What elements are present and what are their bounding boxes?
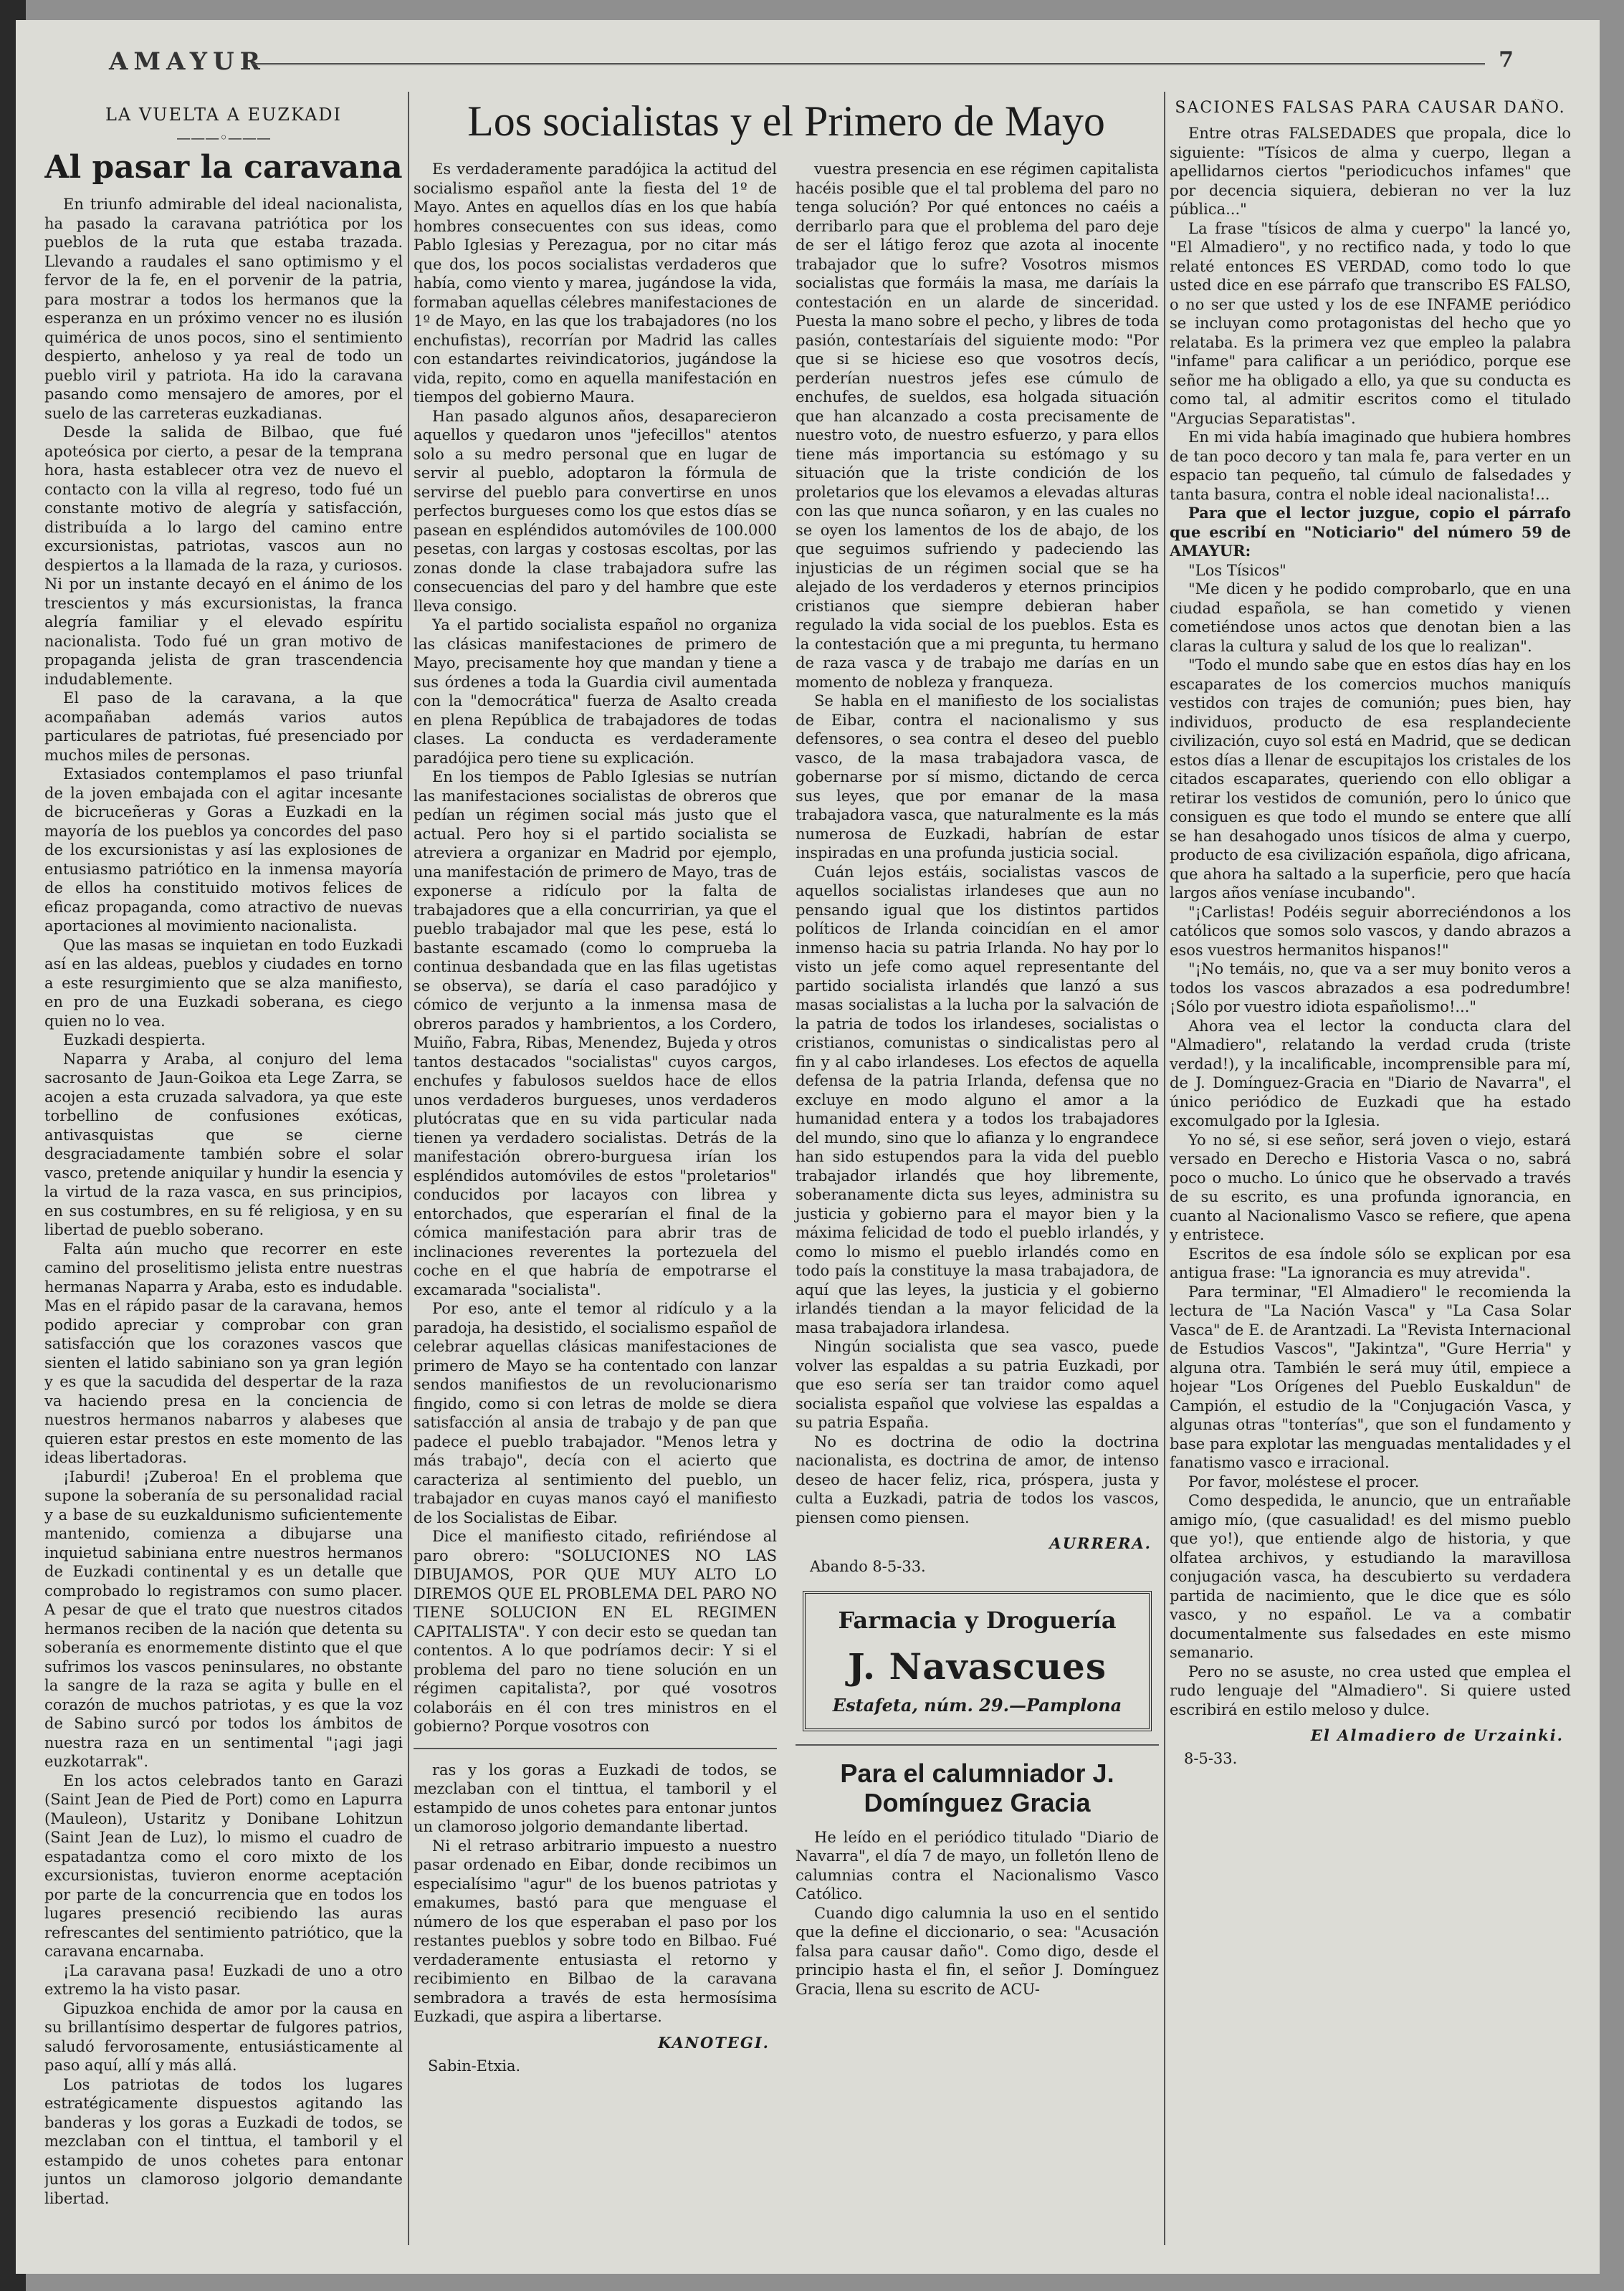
column-socialistas bbox=[414, 99, 1159, 2245]
column-caravana bbox=[44, 99, 403, 2245]
article-headline: Al pasar la caravana bbox=[44, 149, 403, 186]
paragraph: Cuando digo calumnia la uso en el sentido que la define el diccionario, o sea: "Acusación falsa para causar daño". Como digo, desde el principio hasta el fin, el señor J. Domínguez Gracia, llena su escrito de ACU- bbox=[796, 1904, 1159, 1998]
paragraph: ¡La caravana pasa! Euzkadi de uno a otro extremo la ha visto pasar. bbox=[44, 1961, 403, 1999]
paragraph: Desde la salida de Bilbao, que fué apoteósica por cierto, a pesar de la temprana hora, hasta establecer otra vez de nuevo el contacto con la villa al regreso, todo fué un constante motivo de alegría y satisfacción, distribuída a lo largo del camino entre excursionistas, patriotas, vascos aun no despiertos a la llamada de la raza, y curiosos. Ni por un instante decayó en el ánimo de los trescientos y más excursionistas, la franca alegría familiar y el elevado espíritu nacionalista. Todo fué un gran motivo de propaganda jelista de gran trascendencia indudablemente. bbox=[44, 424, 403, 688]
paragraph: "Todo el mundo sabe que en estos días hay en los escaparates de los comercios muchos maniquís vestidos con trajes de comunión; pues bien, hay individuos, producto de esa resplandeciente civilización, cuyo sol está en Madrid, que se dedican estos días a llenar de escupitajos los cristales de los citados escaparates, queriendo con ello obligar a retirar los vestidos de comunión, pero lo único que consiguen es que todo el mundo se entere que allí se han desahogado unos tísicos de alma y cuerpo, producto de esa civilización española, digo africana, que ahora ha saltado a la superficie, pero que hacía largos años veníase incubando". bbox=[1170, 656, 1571, 901]
kicker: LA VUELTA A EUZKADI bbox=[105, 105, 342, 125]
newspaper-page bbox=[16, 20, 1600, 2274]
paragraph: Entre otras FALSEDADES que propala, dice lo siguiente: "Tísicos de alma y cuerpo, llegan a apellidarnos ciertos "periodicuchos infames" que por decencia siquiera, debieran no ver la luz pública..." bbox=[1170, 125, 1571, 218]
dateline: Abando 8-5-33. bbox=[810, 1558, 926, 1575]
paragraph: Escritos de esa índole sólo se explican por esa antigua frase: "La ignorancia es muy atrevida". bbox=[1170, 1245, 1571, 1281]
subcolumn-left bbox=[414, 160, 777, 2082]
paragraph: Gipuzkoa enchida de amor por la causa en su brillantísimo despertar de fulgores patrios, saludó fervorosamente, entusiásticamente al paso aquí, allí y más allá. bbox=[44, 1999, 403, 2075]
paragraph: Euzkadi despierta. bbox=[63, 1031, 206, 1049]
paragraph: "Me dicen y he podido comprobarlo, que en una ciudad española, se han cometido y vienen cometiéndose unos actos que denotan bien a las claras la cultura y salud de los que lo realizan". bbox=[1170, 580, 1571, 655]
paragraph: En los actos celebrados tanto en Garazi (Saint Jean de Pied de Port) como en Lapurra (Mauleon), Ustaritz y Donibane Lohitzun (Saint Jean de Luz), lo mismo el cuadro de espatadantza como el coro mixto de los excursionistas, tuvieron enorme aceptación por parte de la concurrencia que en todos los lugares presenció recibiendo las auras refrescantes del sentimiento patriótico, que la caravana encarnaba. bbox=[44, 1771, 403, 1961]
paragraph: Que las masas se inquietan en todo Euzkadi así en las aldeas, pueblos y ciudades en torno a este resurgimiento que se alza manifiesto, en pro de una Euzkadi soberana, es ciego quien no lo vea. bbox=[44, 936, 403, 1030]
ornament: ———◦——— bbox=[176, 129, 271, 146]
column-divider bbox=[1164, 92, 1165, 2245]
column-divider bbox=[408, 92, 409, 2245]
paragraph: La frase "tísicos de alma y cuerpo" la lancé yo, "El Almadiero", y no rectifico nada, y todo lo que relaté entonces ES VERDAD, como todo lo que usted dice en ese párrafo que transcribo ES FALSO, o no ser que usted y los de ese INFAME periódico se incluyan como protagonistas del hecho que yo relataba. Es la primera vez que empleo la palabra "infame" para calificar a un periódico, porque ese señor me ha obligado a ello, ya que su conducta es como tal, al admitir escritos como el titulado "Argucias Separatistas". bbox=[1170, 219, 1571, 427]
article-subcolumns bbox=[414, 160, 1159, 2082]
place-line: Sabin-Etxia. bbox=[428, 2057, 521, 2075]
paragraph: "Los Tísicos" bbox=[1188, 561, 1286, 579]
signature: El Almadiero de Urzainki. bbox=[1310, 1726, 1564, 1744]
paragraph: "¡No temáis, no, que va a ser muy bonito veros a todos los vascos abrazados a esa podredumbre! ¡Sólo por vuestro idiota españolismo!..." bbox=[1170, 960, 1571, 1015]
paragraph: En mi vida había imaginado que hubiera hombres de tan poco decoro y tan mala fe, para verter en un espacio tan pequeño, tal cúmulo de falsedades y tanta basura, contra el noble ideal nacionalista!... bbox=[1170, 429, 1571, 503]
dateline: 8-5-33. bbox=[1184, 1750, 1238, 1767]
paragraph: Por favor, moléstese el procer. bbox=[1188, 1473, 1420, 1491]
signature: KANOTEGI. bbox=[658, 2033, 770, 2052]
page-header bbox=[109, 47, 1514, 80]
paragraph: Ya el partido socialista español no organiza las clásicas manifestaciones de primero de Mayo, precisamente hoy que mandan y tiene a sus órdenes a toda la Guardia civil aumentada con la "democrática" fuerza de Asalto creada en plena República de trabajadores de todas clases. La conducta es verdaderamente paradójica pero tiene su explicación. bbox=[414, 616, 777, 767]
paragraph: ras y los goras a Euzkadi de todos, se mezclaban con el tinttua, el tamboril y el estampido de unos cohetes para entonar juntos un clamoroso jolgorio demandante libertad. bbox=[414, 1761, 777, 1835]
continuation-caps: SACIONES FALSAS PARA CAUSAR DAÑO. bbox=[1175, 99, 1566, 117]
paragraph: Cuán lejos estáis, socialistas vascos de aquellos socialistas irlandeses que aun no pensando igual que los distintos partidos políticos de Irlanda coincidían en el amor inmenso hacia su patria Irlanda. No hay por lo visto un jefe como aquel representante del partido socialista irlandés que lanzó a sus masas socialistas a la lucha por la salvación de la patria de todos los irlandeses, socialistas o cristianos, comunistas o sindicalistas pero al fin y al cabo irlandeses. Los efectos de aquella defensa de la patria Irlanda, defensa que no excluye en modo alguno el amor a la humanidad entera y a todos los trabajadores del mundo, sino que lo afianza y lo engrandece han sido estupendos para la vida del pueblo trabajador irlandés que hoy libremente, soberanamente dicta sus leyes, administra su justicia y gobierno para el mayor bien y la máxima felicidad de todo el pueblo irlandés, y como lo mismo el pueblo irlandés como en todo país la constituye la masa trabajadora, de aquí que las leyes, la justicia y el gobierno irlandés tiendan a la mayor felicidad de la masa trabajadora irlandesa. bbox=[796, 863, 1159, 1336]
article-headline: Para el calumniador J. Domínguez Gracia bbox=[840, 1759, 1114, 1818]
header-rule bbox=[252, 63, 1485, 65]
ad-title: Farmacia y Droguería bbox=[838, 1607, 1117, 1634]
paragraph: No es doctrina de odio la doctrina nacionalista, es doctrina de amor, de intenso deseo de hacer feliz, rica, próspera, justa y culta a Euzkadi, patria de todos los vascos, piensen como piensen. bbox=[796, 1433, 1159, 1526]
paragraph: Dice el manifiesto citado, refiriéndose al paro obrero: "SOLUCIONES NO LAS DIBUJAMOS, POR QUE MUY ALTO LO DIREMOS QUE EL PROBLEMA DEL PARO NO TIENE SOLUCION EN EL REGIMEN CAPITALISTA". Y con decir esto se quedan tan contentos. A lo que podríamos decir: Y si el problema del paro no tiene solución en un régimen capitalista?, por qué vosotros colaboráis en él con tres ministros en el gobierno? Porque vosotros con bbox=[414, 1528, 777, 1735]
paragraph: El paso de la caravana, a la que acompañaban además varios autos particulares de patriotas, fué presenciado por muchos miles de personas. bbox=[44, 689, 403, 764]
section-rule bbox=[414, 1748, 777, 1749]
paragraph: En triunfo admirable del ideal nacionalista, ha pasado la caravana patriótica por los pueblos de la ruta que estaba trazada. Llevando a raudales el sano optimismo y el fervor de la fe, en el porvenir de la patria, para mostrar a todos los hermanos que la esperanza en un próximo vencer no es ilusión quimérica de unos pocos, sino el sentimiento despierto, anhelosо y ya real de todo un pueblo viril y patriota. Ha ido la caravana pasando como mensajero de amores, por el suelo de las carreteras euzkadianas. bbox=[44, 196, 403, 422]
paragraph: Yo no sé, si ese señor, será joven o viejo, estará versado en Derecho e Historia Vasca o no, sabrá poco o mucho. Lo único que he observado a través de su escrito, es una profunda ignorancia, en cuanto al Nacionalismo Vasco se refiere, que apena y entristece. bbox=[1170, 1131, 1571, 1243]
article-headline: Los socialistas y el Primero de Mayo bbox=[467, 99, 1105, 145]
paragraph: Han pasado algunos años, desaparecieron aquellos y quedaron unos "jefecillos" atentos solo a su medro personal que en lugar de servir al pueblo, adoptaron la fórmula de servirse del pueblo para convertirse en unos perfectos burgueses como los que estos días se pasean en espléndidos automóviles de 100.000 pesetas, con largas y costosas escoltas, por las zonas donde la clase trabajadora sufre las consecuencias del paro y del hambre que este lleva consigo. bbox=[414, 407, 777, 615]
paragraph: "¡Carlistas! Podéis seguir aborreciéndonos a los católicos que somos solo vascos, y dando abrazos a esos vuestros hermanitos hispanos!" bbox=[1170, 903, 1571, 959]
paragraph: Pero no se asuste, no crea usted que emplea el rudo lenguaje del "Almadiero". Si quiere usted escribirá en estilo meloso y dulce. bbox=[1170, 1663, 1571, 1718]
paragraph: Extasiados contemplamos el paso triunfal de la joven embajada con el agitar incesante de bicruceñeras y Goras a Euzkadi en la mayoría de los pueblos ya concordes del paso de los excursionistas y así las explosiones de entusiasmo patriótico en la inmensa mayoría de ellos ha constituido motivos felices de eficaz propaganda, como atractivo de nuevas aportaciones al movimiento nacionalista. bbox=[44, 765, 403, 935]
paragraph: En los tiempos de Pablo Iglesias se nutrían las manifestaciones socialistas de obreros que pedían un régimen social más justo que el actual. Pero hoy si el partido socialista se atreviera a organizar en Madrid por ejemplo, una manifestación de primero de Mayo, tras de exponerse a ridículo por la falta de trabajadores que a ella concurririan, ya que el pueblo trabajador mal que les pese, está lo bastante escamado (como lo comprueba la continua desbandada que en las filas ugetistas se observa), se daría el caso paradójico y cómico de verjunto a la inmensa masa de obreros parados y hambrientos, a los Cordero, Muiño, Fabra, Ribas, Menendez, Bujeda y otros tantos destacados "socialistas" cuyos cargos, enchufes y fabulosos sueldos hace de ellos unos verdaderos burgueses, unos verdaderos plutócratas que en su vida particular nada tienen ya verdadero socialistas. Detrás de la manifestación obrero-burguesa irían los espléndidos automóviles de estos "proletarios" conducidos por lacayos con librea y entorchados, que esperarían el final de la cómica manifestación para abrir tras de inclinaciones reverentes la portezuela del coche en el que habría de empotrarse el excamarada "socialista". bbox=[414, 768, 777, 1298]
paragraph: Por eso, ante el temor al ridículo y a la paradoja, ha desistido, el socialismo español de celebrar aquellas clásicas manifestaciones de primero de Mayo se ha contentado con lanzar sendos manifiestos de un revolucionarismo fingido, como si con letras de molde se diera satisfacción al ansia de trabajo y de pan que padece el pueblo trabajador. "Menos letra y más trabajo", decía con el acierto que caracteriza al sentimiento del pueblo, un trabajador en cuyas manos cayó el manifiesto de los Socialistas de Eibar. bbox=[414, 1300, 777, 1526]
section-rule bbox=[796, 1744, 1159, 1746]
pharmacy-advertisement bbox=[803, 1591, 1152, 1731]
page-number: 7 bbox=[1499, 47, 1514, 72]
paragraph: Ni el retraso arbitrario impuesto a nuestro pasar ordenado en Eibar, donde recibimos un especialísimo "agur" de los buenos patriotas y emakumes, bastó para que menguase el número de los que esperaban el paso por los restantes pueblos y sobre todo en Bilbao. Fué verdaderamente entusiasta el retorno y recibimiento en Bilbao de la caravana sembradora a través de esta hermosísima Euzkadi, que aspira a libertarse. bbox=[414, 1837, 777, 2025]
column-almadiero bbox=[1170, 99, 1571, 2245]
paragraph: vuestra presencia en ese régimen capitalista hacéis posible que el tal problema del paro no tenga solución? Por qué entonces no caéis a derribarlo para que el problema del paro deje de ser el látigo feroz que azota al inocente trabajador que lo sufre? Vosotros mismos socialistas que formáis la masa, me daríais la contestación en un alarde de sinceridad. Puesta la mano sobre el pecho, y libres de toda pasión, contestaríais del siguiente modo: "Por que si se hiciese eso que vosotros decís, perderían nuestros jefes ese cúmulo de enchufes, de sueldos, esa holgada situación que han alcanzado a costa precisamente de nuestro voto, de nuestro esfuerzo, y para ellos tiene más importancia su estómago y su situación que la triste condición de los proletarios que los elevamos a elevadas alturas con las que nunca soñaron, y en las cuales no se oyen los lamentos de los de abajo, de los que seguimos sufriendo y padeciendo las injusticias de un régimen social que se ha alejado de los verdaderos y eternos principios cristianos que siempre debieran haber regulado la vida social de los pueblos. Esta es la contestación que a mi pregunta, tu hermano de raza vasca y de trabajo me darías en un momento de nobleza y franqueza. bbox=[796, 161, 1159, 691]
paragraph: Se habla en el manifiesto de los socialistas de Eibar, contra el nacionalismo y sus defensores, o sea contra el deseo del pueblo vasco, de la masa trabajadora vasca, de gobernarse por sí mismo, dictando de cerca sus leyes, que por emanar de la masa trabajadora vasca, que naturalmente es la más numerosa de Euzkadi, habrían de estar inspiradas en una profunda justicia social. bbox=[796, 692, 1159, 861]
signature: AURRERA. bbox=[1049, 1534, 1152, 1552]
paragraph: Ningún socialista que sea vasco, puede volver las espaldas a su patria Euzkadi, por que eso sería ser tan traidor como aquel socialista español que volviese las espaldas a su patria España. bbox=[796, 1338, 1159, 1431]
article-body bbox=[44, 195, 403, 2208]
paragraph: He leído en el periódico titulado "Diario de Navarra", el día 7 de mayo, un folletón lleno de calumnias contra el Nacionalismo Vasco Católico. bbox=[796, 1828, 1159, 1903]
paragraph: Ahora vea el lector la conducta clara del "Almadiero", relatando la verdad cruda (triste verdad!), y la incalificable, incomprensible para mí, de J. Domínguez-Gracia en "Diario de Navarra", el único periódico de Euzkadi que ha estado excomulgado por la Iglesia. bbox=[1170, 1017, 1571, 1129]
ad-name: J. Navascues bbox=[847, 1645, 1107, 1688]
paragraph: ¡Iaburdi! ¡Zuberoa! En el problema que supone la soberanía de su personalidad racial y a base de su euzkaldunismo suficientemente mantenido, comienza a dibujarse una inquietud sabiniana entre nuestros hermanos de Euzkadi continental y es un detalle que comprobado lo registramos con sumo placer. A pesar de que el trato que nuestros citados hermanos reciben de la nación que detenta su soberanía es enormemente distinto que el que sufrimos los vascos peninsulares, no obstante la sangre de la raza se agita y bulle en el corazón de muchos patriotas, y es que la voz de Sabino surcó por todos los ámbitos de nuestra raza en un sentimental "¡agi jagi euzkotarrak". bbox=[44, 1468, 403, 1771]
paragraph: Para que el lector juzgue, copio el párrafo que escribí en "Noticiario" del número 59 de AMAYUR: bbox=[1170, 504, 1571, 560]
paragraph: Es verdaderamente paradójica la actitud del socialismo español ante la fiesta del 1º de Mayo. Antes en aquellos días en los que había hombres consecuentes con sus ideas, como Pablo Iglesias y Perezagua, por no citar más que dos, los pocos socialistas verdaderos que había, como viento y marea, jugándose la vida, formaban aquellas célebres manifestaciones de 1º de Mayo, en las que los trabajadores (no los enchufistas), recorrían por Madrid las calles con estandartes reivindicatorios, jugándose la vida, repito, como en aquella manifestación en tiempos del gobierno Maura. bbox=[414, 161, 777, 406]
masthead: AMAYUR bbox=[109, 47, 266, 76]
paragraph: Para terminar, "El Almadiero" le recomienda la lectura de "La Nación Vasca" y "La Casa Solar Vasca" de E. de Arantzadi. La "Revista Internacional de Estudios Vascos", "Jakintza", "Gure Herria" y alguna otra. También le será muy útil, empiece a hojear "Los Orígenes del Pueblo Euskaldun" de Campión, el estudio de la "Conjugación Vasca, y algunas otras "tonterías", que son el fundamento y base para explotar las menguadas mentalidades y el fanatismo vasco e irracional. bbox=[1170, 1283, 1571, 1471]
subcolumn-right bbox=[796, 160, 1159, 2082]
ad-address: Estafeta, núm. 29.—Pamplona bbox=[832, 1695, 1122, 1716]
paragraph: Naparra y Araba, al conjuro del lema sacrosanto de Jaun-Goikoa eta Lege Zarra, se acojen a esta cruzada salvadora, ya que este torbellino de confusiones exóticas, antivasquistas que se cierne desgraciadamente también sobre el solar vasco, pretende aniquilar y hundir la esencia y la virtud de la raza vasca, en sus principios, en sus costumbres, en su fé religiosa, y en su libertad de pueblo soberano. bbox=[44, 1050, 403, 1239]
paragraph: Falta aún mucho que recorrer en este camino del proselitismo jelista entre nuestras hermanas Naparra y Araba, esto es indudable. Mas en el rápido pasar de la caravana, hemos podido apreciar y comprobar con gran satisfacción que los corazones vascos que sienten el latido sabiniano son ya gran legión y es que la sacudida del despertar de la raza va haciendo presa en la conciencia de nuestros hermanos nabarros y alabeses que quieren estar prestos en este momento de las ideas libertadoras. bbox=[44, 1240, 403, 1467]
paragraph: Como despedida, le anuncio, que un entrañable amigo mío, (que casualidad! es del mismo pueblo que yo!), que entiende algo de historia, y que olfatea archivos, y estudiando la maravillosa conjugación vasca, ha descubierto su verdadera partida de nacimiento, que le dice que es sólo vasco, y no español. Le va a combatir documentalmente sus falsedades en este mismo semanario. bbox=[1170, 1492, 1571, 1661]
paragraph: Los patriotas de todos los lugares estratégicamente dispuestos agitando las banderas y los goras a Euzkadi de todos, se mezclaban con el tinttua, el tamboril y el estampido de unos cohetes para entonar juntos un clamoroso jolgorio demandante libertad. bbox=[44, 2075, 403, 2207]
